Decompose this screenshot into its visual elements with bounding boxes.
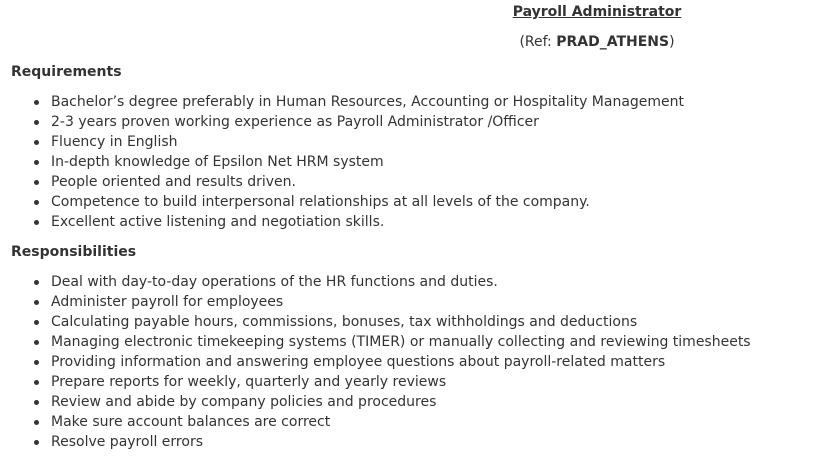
- list-item-text: Deal with day-to-day operations of the HR functions and duties.: [51, 274, 498, 290]
- list-item: [11, 192, 816, 212]
- list-item: [11, 92, 816, 112]
- list-item: [11, 212, 816, 232]
- bullet-icon: [34, 300, 39, 305]
- list-item-text: Excellent active listening and negotiation skills.: [51, 214, 385, 230]
- list-item-text: 2-3 years proven working experience as Payroll Administrator /Officer: [51, 114, 539, 130]
- list-item: [11, 432, 816, 452]
- list-item: [11, 412, 816, 432]
- list-item-text: Competence to build interpersonal relationships at all levels of the company.: [51, 194, 590, 210]
- bullet-icon: [34, 440, 39, 445]
- list-item-text: Review and abide by company policies and procedures: [51, 394, 437, 410]
- list-item-text: People oriented and results driven.: [51, 174, 296, 190]
- list-item-text: Make sure account balances are correct: [51, 414, 331, 430]
- requirements-section: [11, 62, 816, 232]
- bullet-icon: [34, 140, 39, 145]
- bullet-icon: [34, 420, 39, 425]
- bullet-icon: [34, 340, 39, 345]
- list-item: [11, 372, 816, 392]
- list-item-text: In-depth knowledge of Epsilon Net HRM system: [51, 154, 384, 170]
- list-item: [11, 172, 816, 192]
- bullet-icon: [34, 120, 39, 125]
- bullet-icon: [34, 380, 39, 385]
- list-item: [11, 392, 816, 412]
- bullet-icon: [34, 160, 39, 165]
- job-header: [0, 2, 823, 52]
- list-item: [11, 312, 816, 332]
- list-item: [11, 152, 816, 172]
- list-item-text: Administer payroll for employees: [51, 294, 284, 310]
- bullet-icon: [34, 220, 39, 225]
- requirements-list: [11, 92, 816, 232]
- responsibilities-section: [11, 242, 816, 452]
- ref-close: ): [669, 34, 675, 50]
- ref-code: PRAD_ATHENS: [556, 34, 670, 50]
- list-item-text: Bachelor’s degree preferably in Human Resources, Accounting or Hospitality Management: [51, 94, 685, 110]
- list-item: [11, 332, 816, 352]
- list-item-text: Prepare reports for weekly, quarterly and yearly reviews: [51, 374, 447, 390]
- responsibilities-heading: Responsibilities: [11, 244, 137, 260]
- job-title: Payroll Administrator: [512, 4, 682, 20]
- list-item: [11, 272, 816, 292]
- bullet-icon: [34, 280, 39, 285]
- responsibilities-list: [11, 272, 816, 452]
- requirements-heading: Requirements: [11, 64, 122, 80]
- list-item: [11, 132, 816, 152]
- bullet-icon: [34, 320, 39, 325]
- bullet-icon: [34, 400, 39, 405]
- bullet-icon: [34, 100, 39, 105]
- ref-open: (Ref:: [519, 34, 557, 50]
- job-reference: [371, 32, 823, 52]
- bullet-icon: [34, 200, 39, 205]
- list-item: [11, 292, 816, 312]
- list-item-text: Managing electronic timekeeping systems (TIMER) or manually collecting and reviewing timesheets: [51, 334, 751, 350]
- list-item-text: Resolve payroll errors: [51, 434, 203, 450]
- list-item-text: Providing information and answering employee questions about payroll-related matters: [51, 354, 666, 370]
- list-item-text: Calculating payable hours, commissions, bonuses, tax withholdings and deductions: [51, 314, 638, 330]
- list-item: [11, 112, 816, 132]
- list-item-text: Fluency in English: [51, 134, 178, 150]
- list-item: [11, 352, 816, 372]
- bullet-icon: [34, 360, 39, 365]
- bullet-icon: [34, 180, 39, 185]
